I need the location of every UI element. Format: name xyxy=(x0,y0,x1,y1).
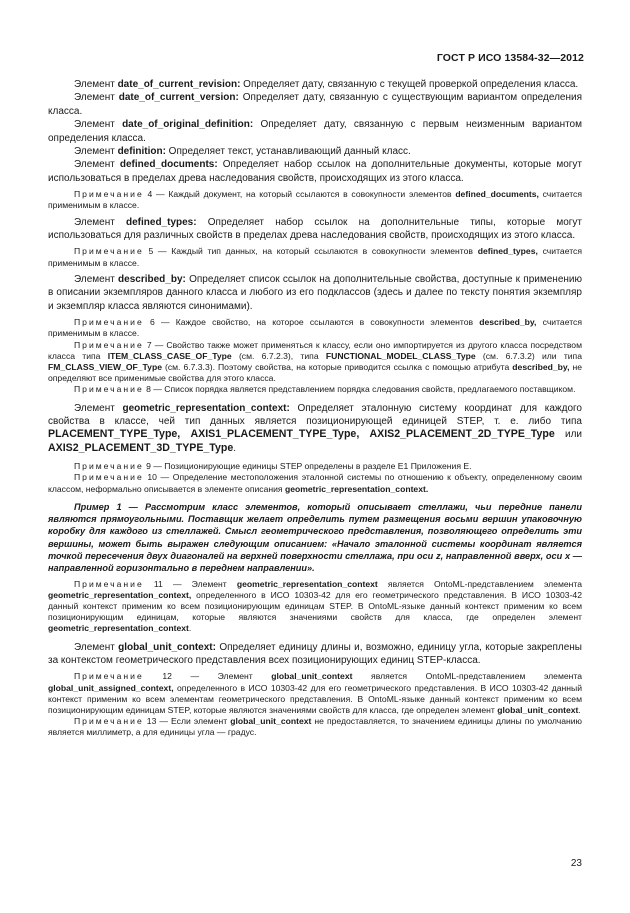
paragraph-date-current-revision: Элемент date_of_current_revision: Определяет дату, связанную с текущей проверкой определения класса. xyxy=(74,79,579,90)
note-6: Примечание 6 — Каждое свойство, на которое ссылаются в совокупности элементов described_by, считается применимым в классе. xyxy=(48,317,582,339)
document-header: ГОСТ Р ИСО 13584-32—2012 xyxy=(436,52,584,64)
paragraph-described-by: Элемент described_by: Определяет список ссылок на дополнительные свойства, доступные к применению в описании экземпляров данного класса и любого из его подклассов (здесь и далее по тексту понятия экземпляр и экземпляр класса являются синонимами). xyxy=(48,273,582,312)
note-8: Примечание 8 — Список порядка является представлением порядка следования свойств, предлагаемого поставщиком. xyxy=(74,384,576,395)
paragraph-date-current-version: Элемент date_of_current_version: Определяет дату, связанную с существующим вариантом определения класса. xyxy=(48,92,583,117)
paragraph-definition: Элемент definition: Определяет текст, устанавливающий данный класс. xyxy=(74,146,411,158)
page-number: 23 xyxy=(570,858,582,869)
note-9: Примечание 9 — Позиционирующие единицы STEP определены в разделе Е1 Приложения Е. xyxy=(74,461,472,472)
example-1: Пример 1 — Рассмотрим класс элементов, который описывает стеллажи, чьи передние панели являются прямоугольными. Поставщик желает определить путем размещения восьми вершин упаковочную коробку для каждого из стеллажей. Смысл геометрического представления, позволяющего определить эти вершины, может быть выражен следующим описанием: «Начало эталонной системы координат является точкой пересечения двух диагоналей на верхней поверхности стеллажа, при оси z, направленной вверх, оси x — направленной горизонтально в переднем направлении». xyxy=(48,501,582,574)
paragraph-global-unit-context: Элемент global_unit_context: Определяет единицу длины и, возможно, единицу угла, которые закреплены за контекстом геометрического представления всех позиционирующих единиц STEP-класса. xyxy=(48,641,582,666)
note-4: Примечание 4 — Каждый документ, на который ссылаются в совокупности элементов defined_documents, считается применимым в классе. xyxy=(48,189,582,211)
note-13: Примечание 13 — Если элемент global_unit_context не предоставляется, то значением единицы длины по умолчанию является миллиметр, а для единицы угла — градус. xyxy=(48,716,582,738)
note-7: Примечание 7 — Свойство также может применяться к классу, если оно импортируется из другого класса посредством класса типа ITEM_CLASS_CASE_OF_Type (см. 6.7.2.3), типа FUNCTIONAL_MODEL_CLASS_Type (см. 6.7.3.2) или типа FM_CLASS_VIEW_OF_Type (см. 6.7.3.3). Поэтому свойства, на которые приводится ссылка с помощью атрибута described_by, не определяют все применимые свойства для этого класса. xyxy=(48,339,582,384)
document-body xyxy=(48,78,582,739)
note-5: Примечание 5 — Каждый тип данных, на который ссылаются в совокупности элементов defined_types, считается применимым в классе. xyxy=(48,246,582,268)
paragraph-defined-documents: Элемент defined_documents: Определяет набор ссылок на дополнительные документы, которые могут использоваться в пределах древа наследования свойств, происходящих из этого класса. xyxy=(48,159,582,184)
note-11: Примечание 11 — Элемент geometric_representation_context является OntoML-представлением элемента geometric_representation_context, определенного в ИСО 10303-42 для его геометрического представления. В ИСО 10303-42 данный контекст применим ко всем позиционирующим единицам STEP. В OntoML-языке данный контекст применим ко всем позиционирующим единицам, которые являются значениями свойств для класса, где определен элемент geometric_representation_context. xyxy=(48,578,582,634)
note-12: Примечание 12 — Элемент global_unit_context является OntoML-представлением элемента global_unit_assigned_context, определенного в ИСО 10303-42 для его геометрического представления. В ИСО 10303-42 данный контекст применим ко всем элементам геометрического представления. В OntoML-языке данный контекст применим ко всем позиционирующим единицам STEP, которые являются значениями свойств для класса, где определен элемент global_unit_context. xyxy=(48,671,583,715)
paragraph-date-original-definition: Элемент date_of_original_definition: Определяет дату, связанную с первым неизменным вариантом определения класса. xyxy=(48,119,582,144)
note-10: Примечание 10 — Определение местоположения эталонной системы по отношению к объекту, определенному своим классом, неформально описывается в элементе описания geometric_representation_context. xyxy=(48,472,583,494)
paragraph-defined-types: Элемент defined_types: Определяет набор ссылок на дополнительные типы, которые могут использоваться для различных свойств в пределах древа наследования свойств, происходящих из этого класса. xyxy=(48,216,582,242)
paragraph-geometric-context: Элемент geometric_representation_context: Определяет эталонную систему координат для каждого свойства в классе, чей тип данных является позиционирующей единицей STEP, т. е. либо типа PLACEMENT_TYPE_Type, AXIS1_PLACEMENT_TYPE_Type, AXIS2_PLACEMENT_2D_TYPE_Type или AXIS2_PLACEMENT_3D_TYPE_Type. xyxy=(48,402,582,454)
